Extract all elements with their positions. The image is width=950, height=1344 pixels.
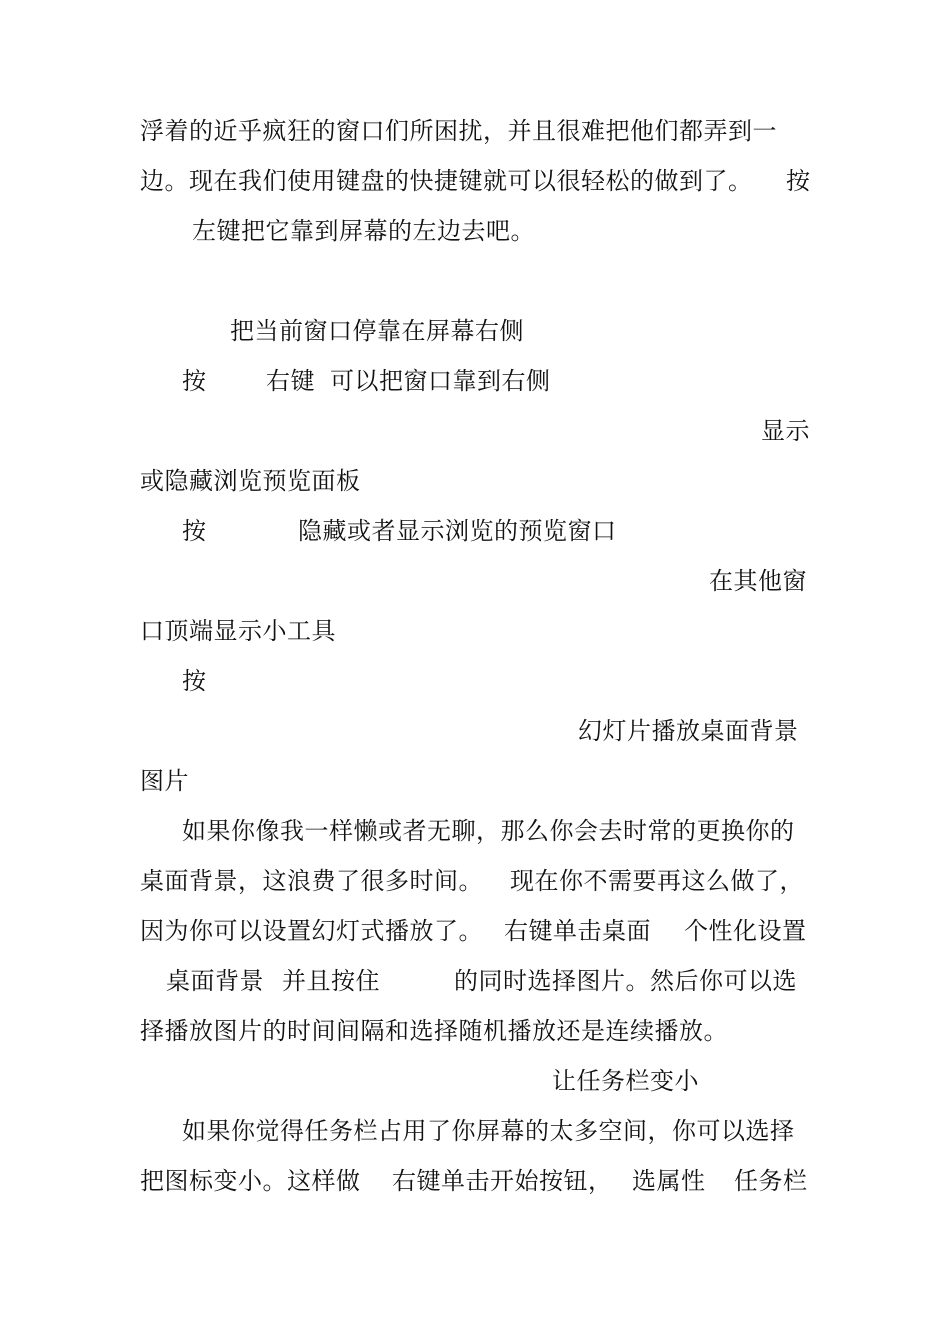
body-line: 隐藏或者显示浏览的预览窗口 xyxy=(298,517,617,545)
body-line: 的同时选择图片。然后你可以选 xyxy=(454,967,797,995)
section-heading: 把当前窗口停靠在屏幕右侧 xyxy=(230,317,524,345)
body-line: 桌面背景，这浪费了很多时间。 xyxy=(140,867,483,895)
section-heading: 幻灯片播放桌面背景 xyxy=(578,717,799,745)
body-line: 右键 xyxy=(266,367,315,395)
body-line: 按 xyxy=(786,167,811,195)
body-line: 任务栏 xyxy=(734,1167,808,1195)
body-line: 右键单击桌面 xyxy=(504,917,651,945)
section-heading: 或隐藏浏览预览面板 xyxy=(140,467,361,495)
section-heading: 让任务栏变小 xyxy=(552,1067,699,1095)
section-heading: 显示 xyxy=(761,417,810,445)
body-line: 如果你觉得任务栏占用了你屏幕的太多空间，你可以选择 xyxy=(182,1117,795,1145)
body-line: 择播放图片的时间间隔和选择随机播放还是连续播放。 xyxy=(140,1017,728,1045)
body-line: 按 xyxy=(182,367,207,395)
body-line: 个性化设置 xyxy=(684,917,807,945)
body-line: 左键把它靠到屏幕的左边去吧。 xyxy=(192,217,535,245)
body-line: 可以把窗口靠到右侧 xyxy=(330,367,551,395)
section-heading: 口顶端显示小工具 xyxy=(140,617,336,645)
body-line: 浮着的近乎疯狂的窗口们所困扰，并且很难把他们都弄到一 xyxy=(140,117,777,145)
body-line: 按 xyxy=(182,667,207,695)
body-line: 因为你可以设置幻灯式播放了。 xyxy=(140,917,483,945)
body-line: 选属性 xyxy=(632,1167,706,1195)
body-line: 并且按住 xyxy=(282,967,380,995)
body-line: 如果你像我一样懒或者无聊，那么你会去时常的更换你的 xyxy=(182,817,795,845)
body-line: 桌面背景 xyxy=(166,967,264,995)
body-line: 边。现在我们使用键盘的快捷键就可以很轻松的做到了。 xyxy=(140,167,753,195)
section-heading: 图片 xyxy=(140,767,189,795)
body-line: 按 xyxy=(182,517,207,545)
section-heading: 在其他窗 xyxy=(709,567,807,595)
body-line: 把图标变小。这样做 xyxy=(140,1167,361,1195)
body-line: 右键单击开始按钮， xyxy=(392,1167,613,1195)
body-line: 现在你不需要再这么做了， xyxy=(510,867,804,895)
